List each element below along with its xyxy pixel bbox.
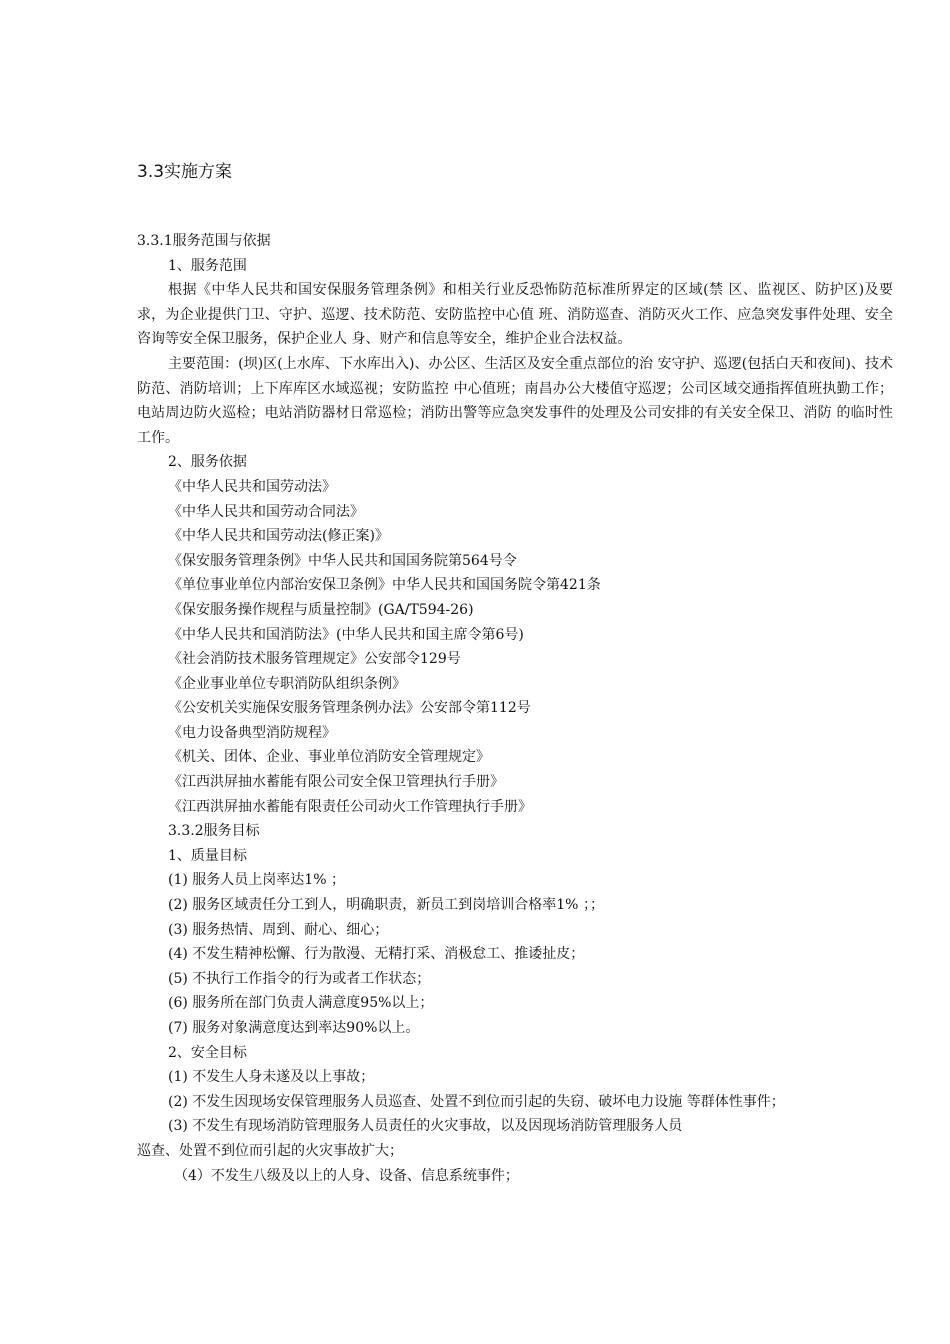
section-title: 3.3实施方案 [137,162,233,182]
basis-list [137,475,893,819]
safety-item: （4）不发生八级及以上的人身、设备、信息系统事件； [174,1167,519,1184]
basis-item: 《中华人民共和国劳动合同法》 [168,503,364,520]
quality-item: (3) 服务热情、周到、耐心、细心； [168,921,389,938]
subsection-heading-3-3-2: 3.3.2服务目标 [168,823,260,840]
safety-item: (2) 不发生因现场安保管理服务人员巡查、处置不到位而引起的失窃、破坏电力设施 等群体性事件； [168,1093,785,1110]
basis-heading: 2、服务依据 [168,454,247,471]
scope-paragraph-2: 主要范围：(坝)区(上水库、下水库出入)、办公区、生活区及安全重点部位的治 安守护、巡逻(包括白天和夜间)、技术防范、消防培训；上下库库区水域巡视；安防监控 中心值班；南昌办公大楼值守巡逻；公司区域交通指挥值班执勤工作；电站周边防火巡检；电站消防器材日常巡检；消防出警等应急突发事件的处理及公司安排的有关安全保卫、消防 的临时性工作。 [137,355,893,446]
scope-heading: 1、服务范围 [168,257,247,274]
quality-item: (5) 不执行工作指令的行为或者工作状态； [168,970,431,987]
basis-item: 《公安机关实施保安服务管理条例办法》公安部令第112号 [168,700,531,717]
basis-item: 《社会消防技术服务管理规定》公安部令129号 [168,651,461,668]
quality-item: (7) 服务对象满意度达到率达90%以上。 [168,1020,420,1036]
quality-item: (4) 不发生精神松懈、行为散漫、无精打采、消极怠工、推诿扯皮； [168,946,585,963]
safety-heading: 2、安全目标 [168,1044,247,1061]
basis-item: 《中华人民共和国消防法》(中华人民共和国主席令第6号) [168,626,524,643]
subsection-heading-3-3-1: 3.3.1服务范围与依据 [137,233,271,249]
basis-item: 《中华人民共和国劳动法(修正案)》 [168,528,389,545]
quality-item: (6) 服务所在部门负责人满意度95%以上； [168,995,434,1012]
basis-item: 《电力设备典型消防规程》 [168,724,336,741]
basis-item: 《企业事业单位专职消防队组织条例》 [168,675,406,692]
document-body [137,229,893,1188]
safety-item: (1) 不发生人身未遂及以上事故； [168,1069,375,1086]
basis-item: 《机关、团体、企业、事业单位消防安全管理规定》 [168,749,490,766]
quality-item: (1) 服务人员上岗率达1% ； [168,872,345,889]
safety-list [137,1065,893,1188]
quality-list [137,868,893,1040]
quality-heading: 1、质量目标 [168,847,247,864]
safety-item: (3) 不发生有现场消防管理服务人员责任的火灾事故，以及因现场消防管理服务人员 [168,1118,683,1135]
basis-item: 《保安服务操作规程与质量控制》(GA/T594-26) [168,601,474,618]
basis-item: 《单位事业单位内部治安保卫条例》中华人民共和国国务院令第421条 [168,577,601,594]
basis-item: 《保安服务管理条例》中华人民共和国国务院第564号令 [168,552,517,569]
basis-item: 《江西洪屏抽水蓄能有限公司安全保卫管理执行手册》 [168,774,504,791]
basis-item: 《江西洪屏抽水蓄能有限责任公司动火工作管理执行手册》 [168,798,532,815]
quality-item: (2) 服务区域责任分工到人，明确职责，新员工到岗培训合格率1% ；； [168,897,604,914]
scope-paragraph-1: 根据《中华人民共和国安保服务管理条例》和相关行业反恐怖防范标准所界定的区域(禁 区、监视区、防护区)及要求，为企业提供门卫、守护、巡逻、技术防范、安防监控中心值 班、消防巡查、消防灭火工作、应急突发事件处理、安全咨询等安全保卫服务，保护企业人 身、财产和信息等安全，维护企业合法权益。 [137,282,893,348]
basis-item: 《中华人民共和国劳动法》 [168,478,336,495]
safety-item-continuation: 巡查、处置不到位而引起的火灾事故扩大； [137,1142,403,1159]
